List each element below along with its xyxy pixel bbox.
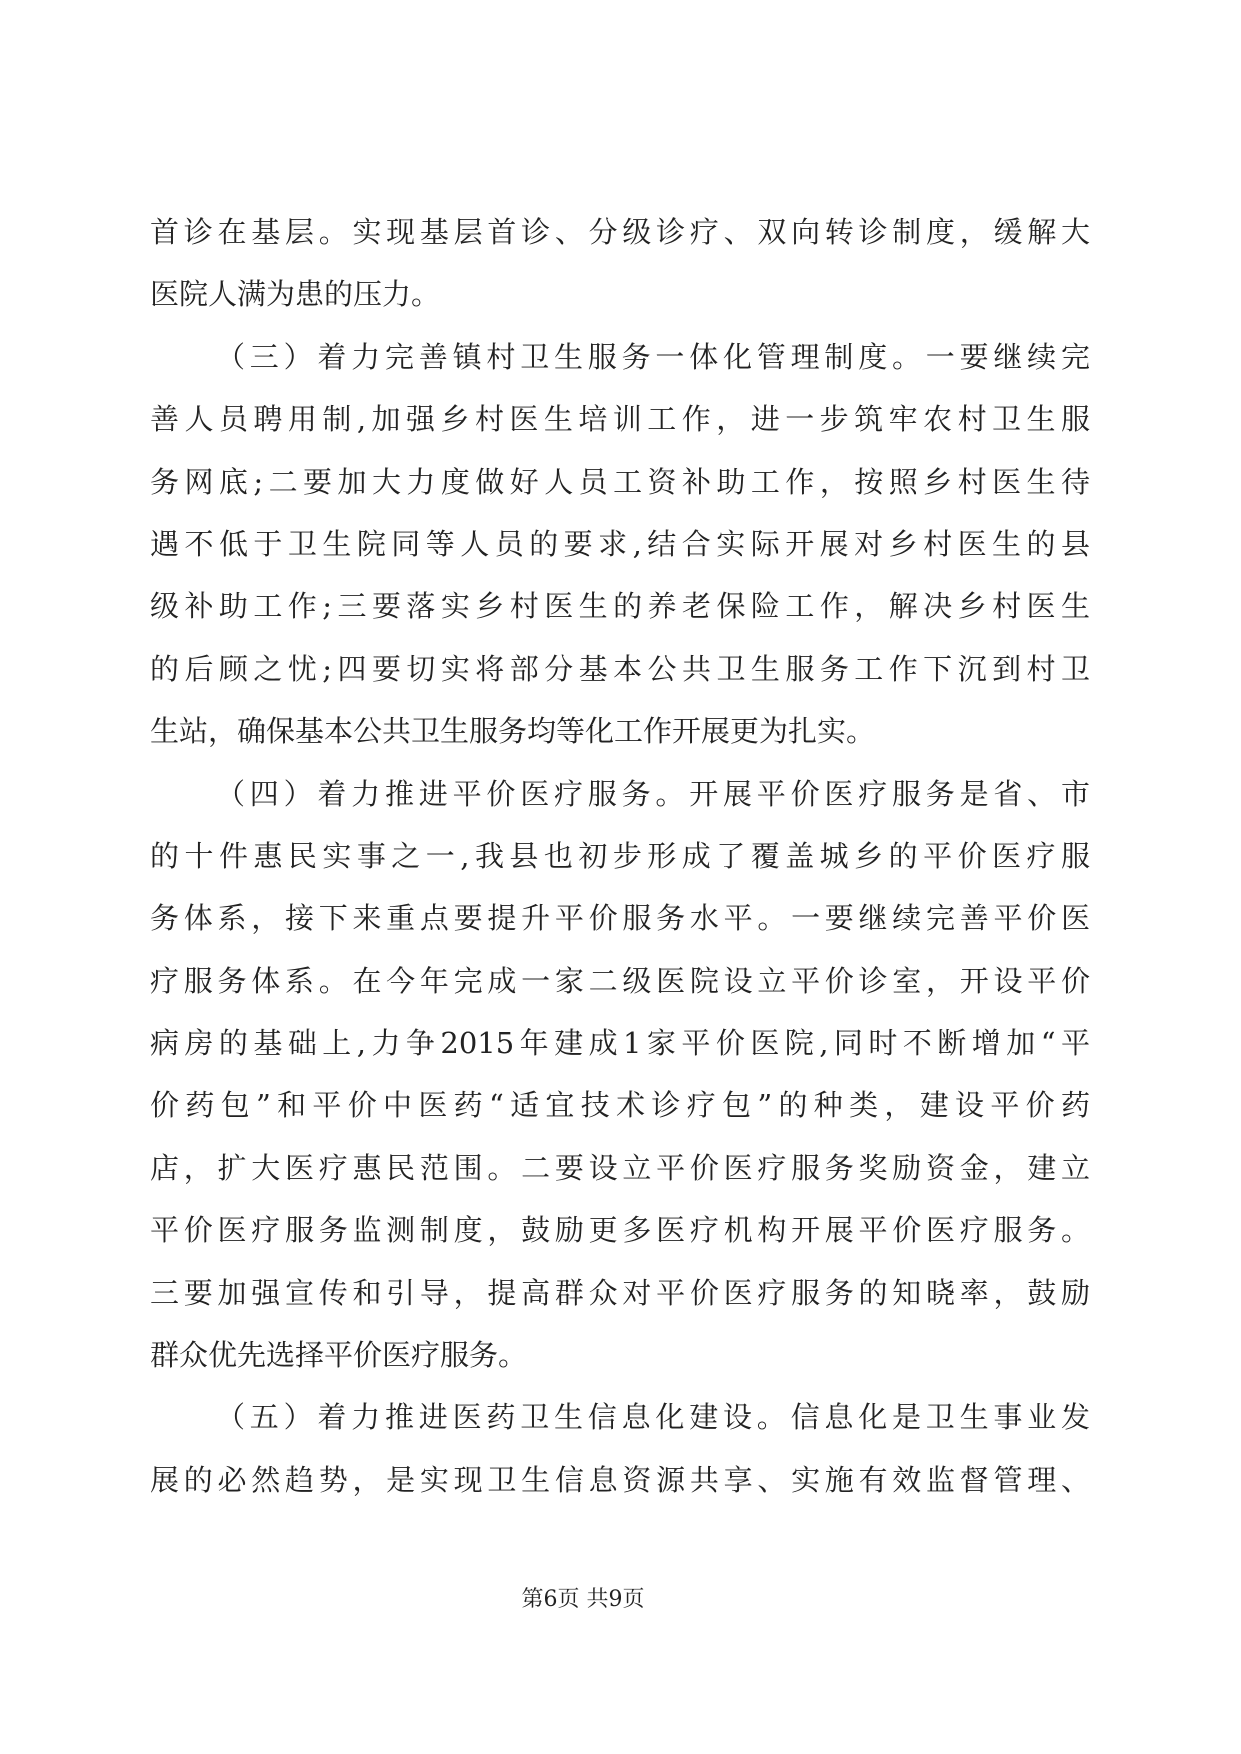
text-line: （五）着力推进医药卫生信息化建设。信息化是卫生事业发 (216, 1400, 1090, 1435)
paragraph-continuation (150, 201, 1090, 326)
text-line: （四）着力推进平价医疗服务。开展平价医疗服务是省、市 (216, 776, 1090, 811)
text-line: 级补助工作;三要落实乡村医生的养老保险工作，解决乡村医生 (150, 589, 1090, 624)
text-line: 病房的基础上,力争2015年建成1家平价医院,同时不断增加“平 (150, 1026, 1090, 1061)
text-line: 务体系，接下来重点要提升平价服务水平。一要继续完善平价医 (150, 901, 1090, 936)
text-line: 务网底;二要加大力度做好人员工资补助工作，按照乡村医生待 (150, 464, 1090, 499)
text-line: 群众优先选择平价医疗服务。 (150, 1338, 528, 1373)
text-line: 善人员聘用制,加强乡村医生培训工作，进一步筑牢农村卫生服 (150, 402, 1090, 437)
text-line: 平价医疗服务监测制度，鼓励更多医疗机构开展平价医疗服务。 (150, 1213, 1090, 1248)
paragraph-section-5 (150, 1386, 1090, 1511)
paragraph-section-3 (150, 326, 1090, 763)
text-line: 遇不低于卫生院同等人员的要求,结合实际开展对乡村医生的县 (150, 526, 1090, 561)
text-line: 的十件惠民实事之一,我县也初步形成了覆盖城乡的平价医疗服 (150, 838, 1090, 873)
text-line: 首诊在基层。实现基层首诊、分级诊疗、双向转诊制度，缓解大 (150, 215, 1090, 249)
text-line: 三要加强宣传和引导，提高群众对平价医疗服务的知晓率，鼓励 (150, 1275, 1090, 1310)
text-line: 店，扩大医疗惠民范围。二要设立平价医疗服务奖励资金，建立 (150, 1150, 1090, 1185)
text-line: 疗服务体系。在今年完成一家二级医院设立平价诊室，开设平价 (150, 963, 1090, 998)
text-line: 生站，确保基本公共卫生服务均等化工作开展更为扎实。 (150, 714, 876, 749)
text-line: 价药包”和平价中医药“适宜技术诊疗包”的种类，建设平价药 (150, 1088, 1090, 1123)
text-line: 的后顾之忧;四要切实将部分基本公共卫生服务工作下沉到村卫 (150, 651, 1090, 686)
text-line: （三）着力完善镇村卫生服务一体化管理制度。一要继续完 (216, 339, 1090, 374)
text-line: 医院人满为患的压力。 (150, 277, 441, 312)
page-number-footer: 第6页 共9页 (521, 1587, 645, 1612)
text-line: 展的必然趋势，是实现卫生信息资源共享、实施有效监督管理、 (150, 1462, 1090, 1497)
body-text (150, 201, 1090, 1511)
paragraph-section-4 (150, 763, 1090, 1387)
